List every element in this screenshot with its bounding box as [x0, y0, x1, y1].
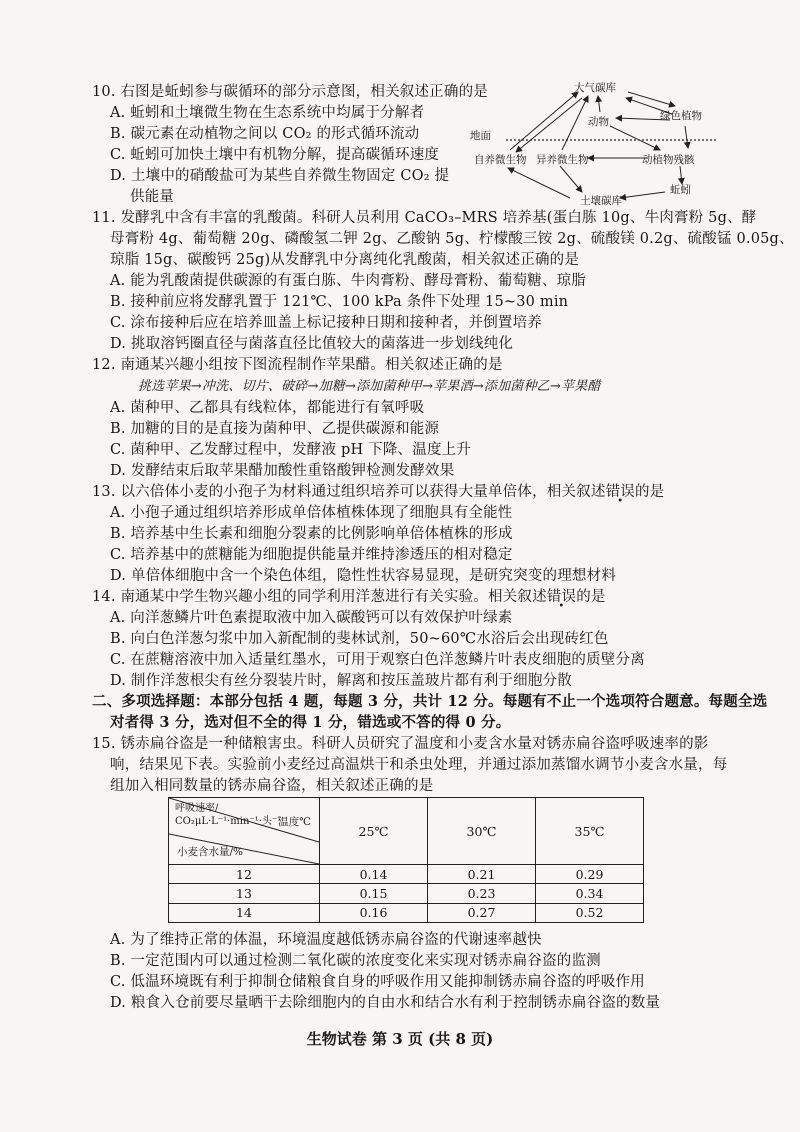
q13-option-a: A. 小孢子通过组织培养形成单倍体植株体现了细胞具有全能性 — [110, 505, 513, 521]
cell-value: 0.16 — [320, 903, 428, 922]
q12-option-d: D. 发酵结束后取苹果醋加酸性重铬酸钾检测发酵效果 — [110, 463, 455, 479]
cell-value: 0.29 — [536, 865, 644, 884]
q12-option-a: A. 菌种甲、乙都具有线粒体，都能进行有氧呼吸 — [110, 400, 425, 416]
q10-stem: 10. 右图是蚯蚓参与碳循环的部分示意图，相关叙述正确的是 — [92, 84, 488, 100]
q13-emphasis-word: 错误 — [605, 484, 635, 500]
carbon-cycle-diagram — [470, 78, 720, 208]
q13-stem-text: 13. 以六倍体小麦的小孢子为材料通过组织培养可以获得大量单倍体，相关叙述 — [92, 484, 606, 500]
q15-option-a: A. 为了维持正常的体温，环境温度越低锈赤扁谷盗的代谢速率越快 — [110, 932, 542, 948]
table-row — [169, 884, 644, 903]
q14-option-a: A. 向洋葱鳞片叶色素提取液中加入碳酸钙可以有效保护叶绿素 — [110, 610, 513, 626]
q14-stem — [92, 587, 606, 607]
header-temp-25: 25℃ — [320, 798, 428, 865]
q13-option-b: B. 培养基中生长素和细胞分裂素的比例影响单倍体植株的形成 — [110, 526, 513, 542]
header-water: 小麦含水量/% — [177, 846, 244, 858]
q15-stem-line2: 响，结果见下表。实验前小麦经过高温烘干和杀虫处理，并通过添加蒸馏水调节小麦含水量，每 — [110, 757, 728, 773]
q14-stem-end: 的是 — [576, 589, 606, 605]
q12-stem: 12. 南通某兴趣小组按下图流程制作苹果醋。相关叙述正确的是 — [92, 357, 503, 373]
node-soil-carbon: 土壤碳库 — [580, 195, 622, 207]
q12-option-c: C. 菌种甲、乙发酵过程中，发酵液 pH 下降、温度上升 — [110, 442, 472, 458]
table-row — [169, 865, 644, 884]
q11-stem-line1: 11. 发酵乳中含有丰富的乳酸菌。科研人员利用 CaCO₃–MRS 培养基(蛋白胨 10g、牛肉膏粉 5g、酵 — [92, 210, 757, 226]
node-heterotrophs: 异养微生物 — [536, 154, 589, 166]
section2-heading-line1: 二、多项选择题：本部分包括 4 题，每题 3 分，共计 12 分。每题有不止一个选项符合题意。每题全选 — [92, 693, 768, 710]
q11-stem-line3: 琼脂 15g、碳酸钙 25g)从发酵乳中分离纯化乳酸菌，相关叙述正确的是 — [110, 252, 580, 268]
q12-flowchart: 挑选苹果→冲洗、切片、破碎→加糖→添加菌种甲→苹果酒→添加菌种乙→苹果醋 — [138, 379, 601, 394]
q11-option-d: D. 挑取溶钙圈直径与菌落直径比值较大的菌落进一步划线纯化 — [110, 336, 514, 352]
q15-option-d: D. 粮食入仓前要尽量晒干去除细胞内的自由水和结合水有利于控制锈赤扁谷盗的数量 — [110, 995, 661, 1011]
q13-stem — [92, 482, 664, 502]
q13-option-c: C. 培养基中的蔗糖能为细胞提供能量并维持渗透压的相对稳定 — [110, 547, 513, 563]
q14-option-d: D. 制作洋葱根尖有丝分裂装片时，解离和按压盖玻片都有利于细胞分散 — [110, 673, 572, 689]
q11-option-b: B. 接种前应将发酵乳置于 121℃、100 kPa 条件下处理 15~30 min — [110, 294, 569, 310]
q15-stem-line1: 15. 锈赤扁谷盗是一种储粮害虫。科研人员研究了温度和小麦含水量对锈赤扁谷盗呼吸速率的影 — [92, 736, 709, 752]
node-air-carbon: 大气碳库 — [574, 82, 616, 94]
q14-option-b: B. 向白色洋葱匀浆中加入新配制的斐林试剂，50~60℃水浴后会出现砖红色 — [110, 631, 609, 647]
cell-value: 0.14 — [320, 865, 428, 884]
section2-heading-line2: 对者得 3 分，选对但不全的得 1 分，错选或不答的得 0 分。 — [110, 714, 511, 731]
q14-emphasis-word: 错误 — [546, 589, 577, 605]
q15-stem-line3: 组加入相同数量的锈赤扁谷盗，相关叙述正确的是 — [110, 778, 434, 794]
q12-option-b: B. 加糖的目的是直接为菌种甲、乙提供碳源和能源 — [110, 421, 440, 437]
q15-option-b: B. 一定范围内可以通过检测二氧化碳的浓度变化来实现对锈赤扁谷盗的监测 — [110, 953, 601, 969]
q11-stem-line2: 母膏粉 4g、葡萄糖 20g、磷酸氢二钾 2g、乙酸钠 5g、柠檬酸三铵 2g、硫酸镁 0.2g、硫酸锰 0.05g、 — [110, 231, 794, 247]
q13-stem-end: 的是 — [634, 484, 665, 500]
ground-label: 地面 — [470, 130, 491, 142]
table-row — [169, 903, 644, 922]
header-temp-35: 35℃ — [536, 798, 644, 865]
cell-value: 0.23 — [428, 884, 536, 903]
q10-option-b: B. 碳元素在动植物之间以 CO₂ 的形式循环流动 — [110, 126, 420, 142]
cell-value: 0.27 — [428, 903, 536, 922]
table-header-corner — [169, 798, 320, 865]
q10-option-a: A. 蚯蚓和土壤微生物在生态系统中均属于分解者 — [110, 105, 425, 121]
row-water: 13 — [169, 884, 320, 903]
q11-option-c: C. 涂布接种后应在培养皿盖上标记接种日期和接种者，并倒置培养 — [110, 315, 542, 331]
cell-value: 0.52 — [536, 903, 644, 922]
node-green-plants: 绿色植物 — [660, 110, 702, 122]
node-animals: 动物 — [588, 116, 609, 128]
page-footer: 生物试卷 第 3 页 (共 8 页) — [306, 1030, 494, 1048]
cell-value: 0.34 — [536, 884, 644, 903]
cell-value: 0.15 — [320, 884, 428, 903]
cell-value: 0.21 — [428, 865, 536, 884]
header-temp: 温度℃ — [278, 816, 311, 828]
q10-option-c: C. 蚯蚓可加快土壤中有机物分解，提高碳循环速度 — [110, 147, 440, 163]
header-temp-30: 30℃ — [428, 798, 536, 865]
header-rate: 呼吸速率/ CO₂μL·L⁻¹·min⁻¹·头⁻¹ — [175, 803, 282, 827]
q14-option-c: C. 在蔗糖溶液中加入适量红墨水，可用于观察白色洋葱鳞片叶表皮细胞的质壁分离 — [110, 652, 645, 668]
node-autotrophs: 自养微生物 — [474, 154, 527, 166]
row-water: 14 — [169, 903, 320, 922]
q10-option-d: D. 土壤中的硝酸盐可为某些自养微生物固定 CO₂ 提 — [110, 168, 450, 184]
row-water: 12 — [169, 865, 320, 884]
respiration-rate-table — [168, 797, 644, 923]
q14-stem-text: 14. 南通某中学生物兴趣小组的同学利用洋葱进行有关实验。相关叙述 — [92, 589, 547, 605]
q13-option-d: D. 单倍体细胞中含一个染色体组，隐性性状容易显现，是研究突变的理想材料 — [110, 568, 617, 584]
node-earthworm: 蚯蚓 — [670, 184, 691, 196]
q11-option-a: A. 能为乳酸菌提供碳源的有蛋白胨、牛肉膏粉、酵母膏粉、葡萄糖、琼脂 — [110, 273, 586, 289]
q15-option-c: C. 低温环境既有利于抑制仓储粮食自身的呼吸作用又能抑制锈赤扁谷盗的呼吸作用 — [110, 974, 645, 990]
node-residues: 动植物残骸 — [642, 154, 695, 166]
q10-option-d-cont: 供能量 — [130, 189, 175, 205]
